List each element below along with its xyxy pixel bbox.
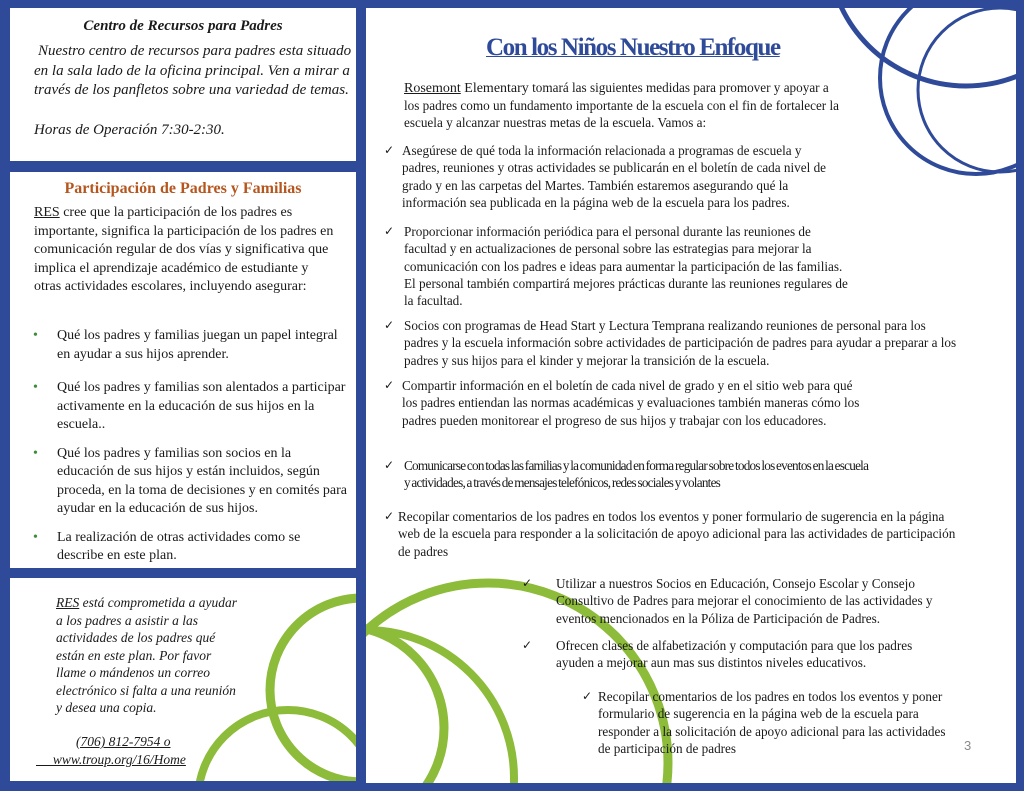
checkmark-icon: ✓: [384, 318, 395, 332]
checkmark-icon: ✓: [384, 378, 395, 392]
school-abbreviation: RES: [34, 205, 60, 220]
intro-paragraph: Rosemont Elementary tomará las siguientes medidas para promover y apoyar a los padres como un fundamento importante de la escuela con el fin de fortalecer la escuela y alcanzar nuestras metas de la escuela. Vamos a:: [404, 80, 840, 130]
hours-of-operation: Horas de Operación 7:30-2:30.: [34, 122, 225, 138]
resource-center-panel: [10, 8, 356, 161]
involvement-bullet-list: [30, 327, 350, 581]
checkmark-icon: ✓: [582, 689, 593, 703]
main-panel: Con los Niños Nuestro Enfoque Rosemont Elementary tomará las siguientes medidas para promover y apoyar a los padres como un fundamento importante de la escuela con el fin de fortalecer la escuela y alcanzar nuestras metas de la escuela. Vamos a: ✓ Asegúrese de qué toda la información relacionada a programas de escuela y padres, reuniones y otras actividades se publicarán en el boletín de cada nivel de grado y en las carpetas del Martes. También estaremos asegurando qué la información sea publicada en la página web de la escuela para los padres. ✓ Proporcionar información periódica para el personal durante las reuniones de facultad y en actualizaciones de personal sobre las estrategias para mejorar la comunicación con los padres e ideas para aumentar la participación de las familias. El personal también compartirá mejores prácticas durante las reuniones regulares de la facultad. ✓ Socios con programas de Head Start y Lectura Temprana realizando reuniones de personal para los padres y la escuela información sobre actividades de participación de padres para ayudar a preparar a los padres y sus hijos para el kinder y mejorar la transición de la escuela. ✓ Compartir información en el boletín de cada nivel de grado y en el sitio web para qué los padres entiendan las normas académicas y evaluaciones también maneras cómo los padres pueden monitorear el progreso de sus hijos y trabajar con los educadores. ✓ Comunicarse con todas las familias y la comunidad en forma regular sobre todos los eventos en la escuela y actividades, a través de mensajes telefónicos, redes sociales y volantes ✓ Recopilar comentarios de los padres en todos los eventos y poner formulario de sugerencia en la página web de la escuela para responder a la solicitación de apoyo adicional para las actividades de participación de padres ✓ Utilizar a nuestros Socios en Educación, Consejo Escolar y Consejo Consultivo de Padres para mejorar el conocimiento de las actividades y eventos mencionados en la Póliza de Participación de Padres. ✓ Ofrecen clases de alfabetización y computación para que los padres ayuden a mejorar aun mas sus distintos niveles educativos. ✓ Recopilar comentarios de los padres en todos los eventos y poner formulario de sugerencia en la página web de la escuela para responder a la solicitación de apoyo adicional para las actividades de participación de padres 3: [366, 8, 1016, 783]
right-border: [1016, 0, 1024, 791]
involvement-intro: RES cree que la participación de los padres es importante, significa la participación de los padres en comunicación regular de dos vías y significativa que implica el aprendizaje académico de estudiante y otras actividades escolares, incluyendo asegurar:: [34, 205, 334, 294]
contact-message: RES está comprometida a ayudar a los padres a asistir a las actividades de los padres qué están en este plan. Por favor llame o mándenos un correo electrónico si falta a una reunión y desea una copia.: [56, 595, 237, 715]
phone-number[interactable]: (706) 812-7954 o: [76, 734, 171, 749]
checkmark-icon: ✓: [384, 509, 395, 523]
involvement-panel: [10, 172, 356, 568]
checkmark-icon: ✓: [522, 638, 533, 652]
checkmark-icon: ✓: [384, 224, 395, 238]
website-link[interactable]: www.troup.org/16/Home: [36, 752, 186, 767]
resource-center-description: Nuestro centro de recursos para padres esta situado en la sala lado de la oficina principal. Ven a mirar a través de los panfletos sobre una variedad de temas.: [34, 43, 352, 98]
checkmark-icon: ✓: [384, 458, 394, 472]
page-title: Con los Niños Nuestro Enfoque: [486, 34, 780, 61]
top-border: [358, 0, 1024, 8]
list-item: • Qué los padres y familias son socios en la educación de sus hijos y están incluidos, según proceda, en la toma de decisiones y en comités para ayudar en la educación de sus hijos.: [30, 445, 350, 519]
bottom-border: [358, 783, 1024, 791]
list-item: • La realización de otras actividades como se describe en este plan.: [30, 529, 350, 566]
checkmark-icon: ✓: [522, 576, 533, 590]
resource-center-title: Centro de Recursos para Padres: [83, 18, 283, 34]
involvement-title: Participación de Padres y Familias: [64, 180, 302, 197]
page-number: 3: [964, 738, 972, 753]
checkmark-icon: ✓: [384, 143, 395, 157]
list-item: • Qué los padres y familias juegan un papel integral en ayudar a sus hijos aprender.: [30, 327, 350, 364]
list-item: • Qué los padres y familias son alentados a participar activamente en la educación de sus hijos en la escuela..: [30, 379, 350, 435]
contact-panel: [10, 578, 356, 781]
